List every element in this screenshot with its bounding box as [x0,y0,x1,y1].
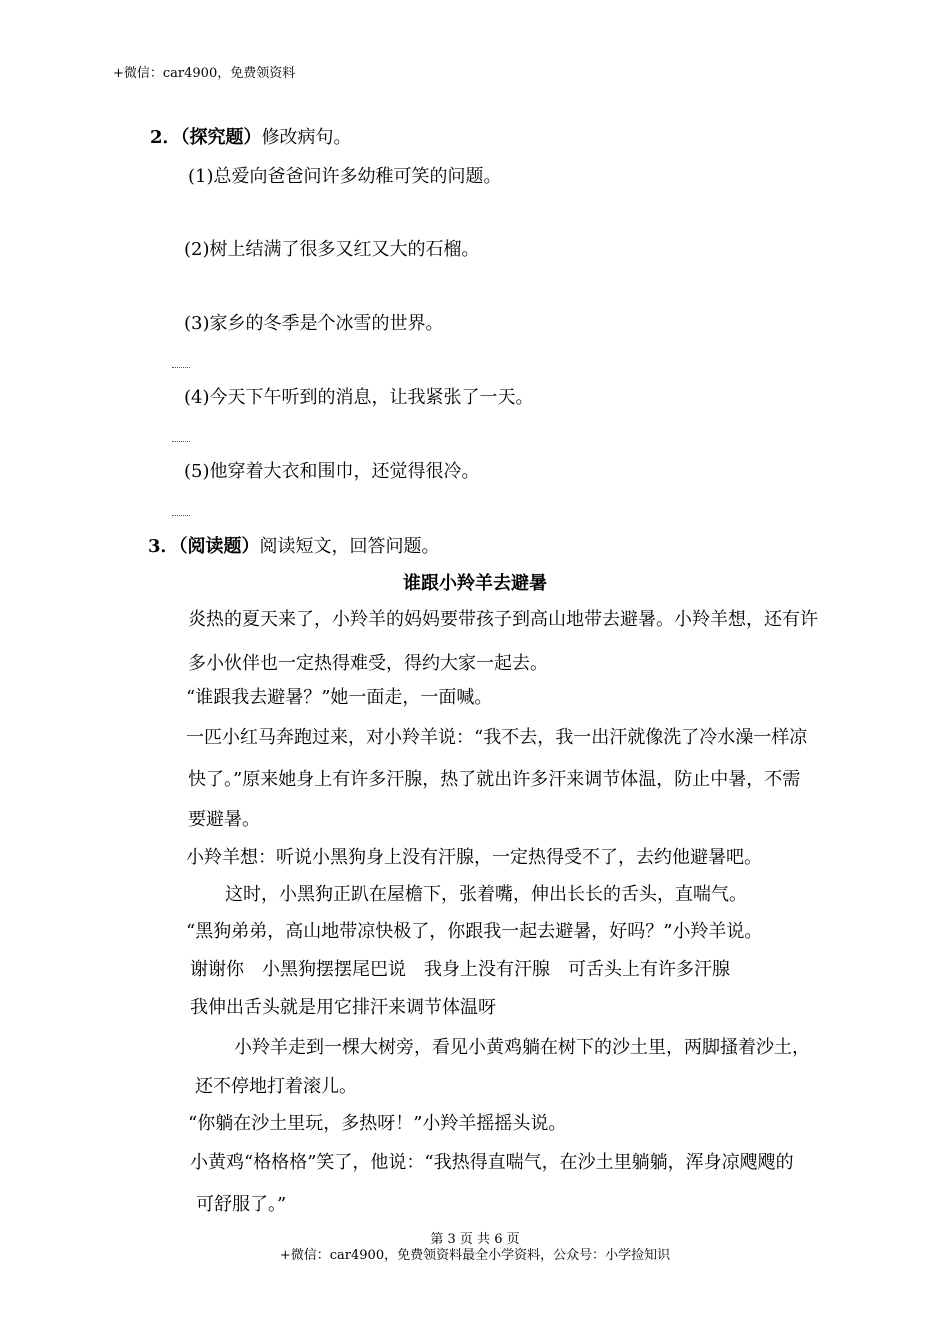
passage-line: 小黄鸡“格格格”笑了，他说：“我热得直喘气，在沙土里躺躺，浑身凉飕飕的 [190,1152,794,1173]
passage-line: 快了。”原来她身上有许多汗腺，热了就出许多汗来调节体温，防止中暑，不需 [188,769,801,790]
question-tag: （探究题） [180,127,262,148]
answer-line [172,441,190,442]
q2-item-5: (5)他穿着大衣和围巾，还觉得很冷。 [184,461,480,482]
passage-line: “谁跟我去避暑？”她一面走，一面喊。 [186,687,493,708]
passage-line: 还不停地打着滚儿。 [195,1076,357,1097]
q2-item-3: (3)家乡的冬季是个冰雪的世界。 [184,313,444,334]
question-number: 2． [150,127,181,148]
passage-line: 小羚羊走到一棵大树旁，看见小黄鸡躺在树下的沙土里，两脚搔着沙土， [234,1037,810,1058]
question-2 [150,126,352,150]
passage-line: 谢谢你 小黑狗摆摆尾巴说 我身上没有汗腺 可舌头上有许多汗腺 [190,959,730,980]
passage-line: 小羚羊想：听说小黑狗身上没有汗腺，一定热得受不了，去约他避暑吧。 [186,847,762,868]
question-3 [148,535,440,559]
q2-item-1: (1)总爱向爸爸问许多幼稚可笑的问题。 [188,166,502,187]
passage-line: 要避暑。 [188,809,260,830]
question-number: 3． [148,536,179,557]
question-prompt: 阅读短文，回答问题。 [259,536,440,557]
passage-line: 一匹小红马奔跑过来，对小羚羊说：“我不去，我一出汗就像洗了冷水澡一样凉 [186,727,808,748]
question-prompt: 修改病句。 [261,127,352,148]
passage-line: 炎热的夏天来了，小羚羊的妈妈要带孩子到高山地带去避暑。小羚羊想，还有许 [188,609,818,630]
passage-line: 这时，小黑狗正趴在屋檐下，张着嘴，伸出长长的舌头，直喘气。 [225,884,747,905]
passage-line: 多小伙伴也一定热得难受，得约大家一起去。 [188,653,548,674]
question-tag: （阅读题） [178,536,260,557]
passage-title: 谁跟小羚羊去避暑 [403,573,547,594]
passage-line: 我伸出舌头就是用它排汗来调节体温呀 [190,997,496,1018]
passage-line: 可舒服了。” [196,1194,287,1215]
passage-line: “黑狗弟弟，高山地带凉快极了，你跟我一起去避暑，好吗？”小羚羊说。 [186,921,763,942]
header-watermark: +微信：car4900，免费领资料 [113,66,296,81]
footer-watermark: +微信：car4900，免费领资料最全小学资料，公众号：小学捡知识 [279,1248,671,1263]
answer-line [172,367,190,368]
q2-item-2: (2)树上结满了很多又红又大的石榴。 [184,239,480,260]
q2-item-4: (4)今天下午听到的消息，让我紧张了一天。 [184,387,534,408]
answer-line [172,515,190,516]
page-number: 第 3 页 共 6 页 [430,1232,520,1247]
passage-line: “你躺在沙土里玩，多热呀！”小羚羊摇摇头说。 [188,1113,567,1134]
